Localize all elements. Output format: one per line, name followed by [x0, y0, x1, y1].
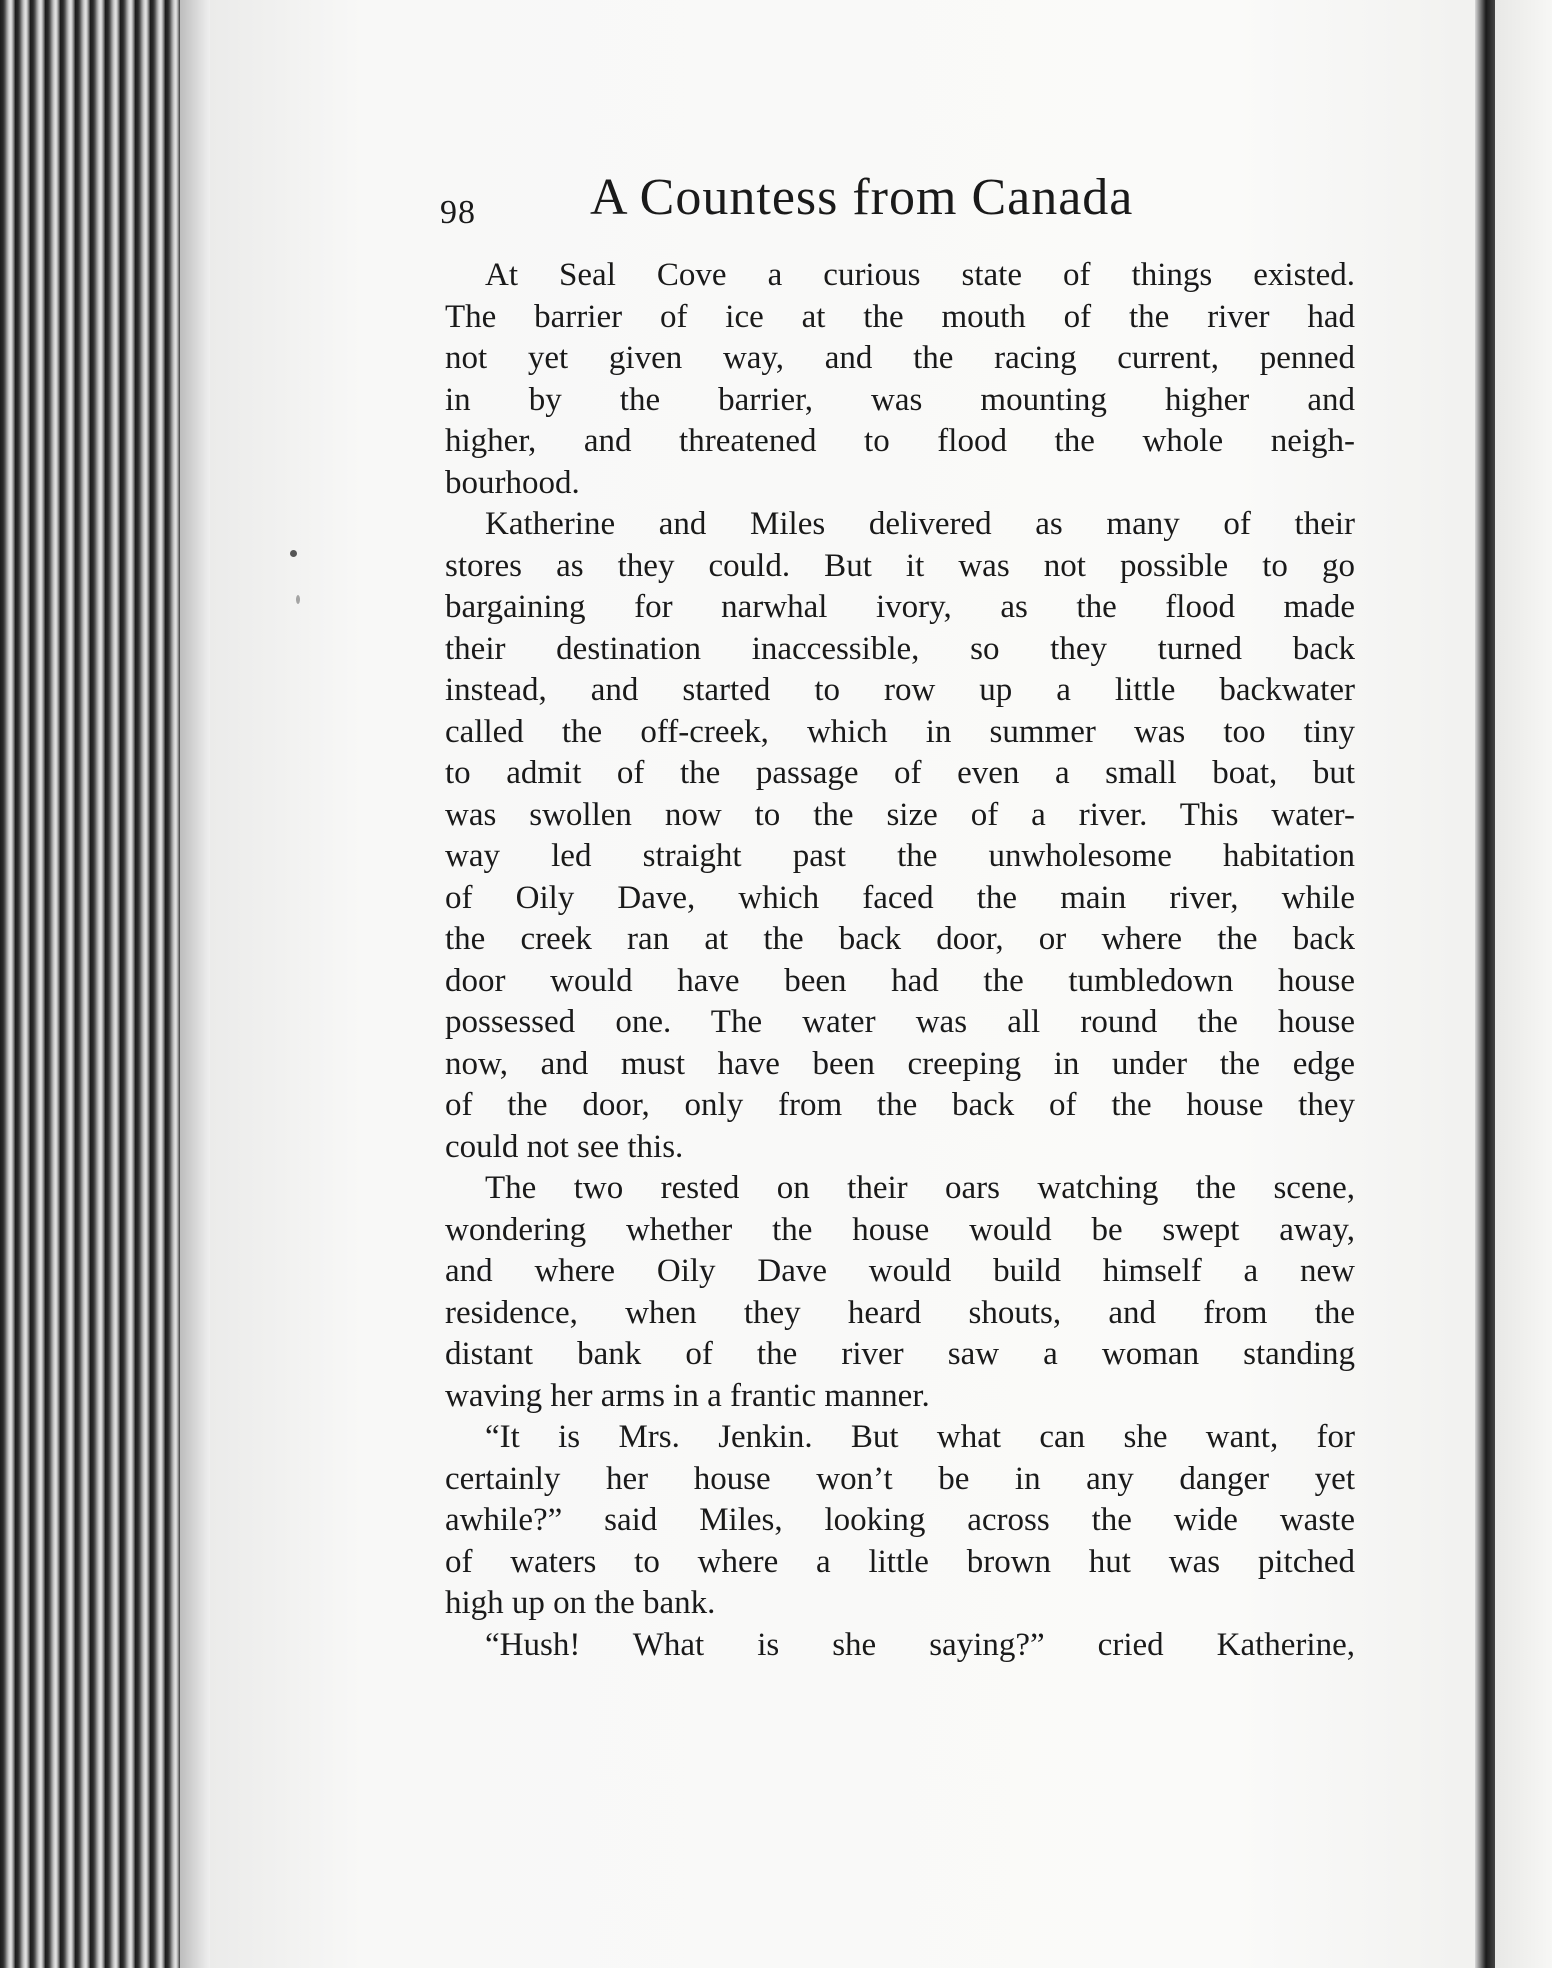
- body-text: [445, 255, 1355, 1666]
- text-line: to admit of the passage of even a small boat, but: [445, 755, 1355, 791]
- text-line: door would have been had the tumbledown house: [445, 962, 1355, 999]
- text-line: the creek ran at the back door, or where the back: [445, 921, 1355, 957]
- text-line: could not see this.: [445, 1128, 684, 1165]
- text-line: not yet given way, and the racing current, penned: [445, 340, 1355, 376]
- facing-page-edge: [1495, 0, 1552, 1968]
- text-line: awhile?” said Miles, looking across the wide waste: [445, 1502, 1355, 1538]
- text-line: stores as they could. But it was not possible to go: [445, 547, 1355, 584]
- text-line: was swollen now to the size of a river. This water-: [445, 796, 1355, 833]
- text-line: now, and must have been creeping in under the edge: [445, 1045, 1355, 1082]
- text-line: way led straight past the unwholesome habitation: [445, 838, 1355, 874]
- text-line: wondering whether the house would be swept away,: [445, 1211, 1355, 1248]
- text-line: distant bank of the river saw a woman standing: [445, 1336, 1355, 1372]
- page-number: 98: [440, 194, 476, 231]
- text-line: high up on the bank.: [445, 1585, 716, 1621]
- text-line: of waters to where a little brown hut was pitched: [445, 1543, 1355, 1580]
- paper-speck: [296, 595, 300, 604]
- paper-speck: [290, 550, 297, 557]
- text-line: their destination inaccessible, so they turned back: [445, 630, 1355, 667]
- text-line: called the off-creek, which in summer was too tiny: [445, 713, 1355, 750]
- text-line: bourhood.: [445, 464, 580, 501]
- running-head: [440, 160, 1360, 240]
- text-line: instead, and started to row up a little backwater: [445, 672, 1355, 708]
- text-line: of Oily Dave, which faced the main river, while: [445, 879, 1355, 916]
- text-line: waving her arms in a frantic manner.: [445, 1377, 930, 1414]
- text-line: At Seal Cove a curious state of things existed.: [485, 257, 1355, 293]
- text-line: bargaining for narwhal ivory, as the flood made: [445, 589, 1355, 625]
- text-line: in by the barrier, was mounting higher and: [445, 381, 1355, 418]
- text-line: certainly her house won’t be in any danger yet: [445, 1460, 1355, 1497]
- text-line: higher, and threatened to flood the whole neigh-: [445, 423, 1355, 459]
- text-line: “It is Mrs. Jenkin. But what can she want, for: [485, 1419, 1355, 1455]
- text-line: residence, when they heard shouts, and from the: [445, 1294, 1355, 1331]
- text-line: Katherine and Miles delivered as many of their: [485, 506, 1355, 542]
- book-gutter-shadow: [1475, 0, 1495, 1968]
- text-line: possessed one. The water was all round the house: [445, 1004, 1355, 1040]
- text-line: “Hush! What is she saying?” cried Katherine,: [485, 1626, 1355, 1663]
- text-line: and where Oily Dave would build himself a new: [445, 1253, 1355, 1289]
- book-title: A Countess from Canada: [590, 169, 1134, 226]
- text-line: of the door, only from the back of the house they: [445, 1087, 1355, 1123]
- text-line: The barrier of ice at the mouth of the river had: [445, 298, 1355, 335]
- book-page-edges: [0, 0, 210, 1968]
- text-line: The two rested on their oars watching the scene,: [485, 1170, 1355, 1206]
